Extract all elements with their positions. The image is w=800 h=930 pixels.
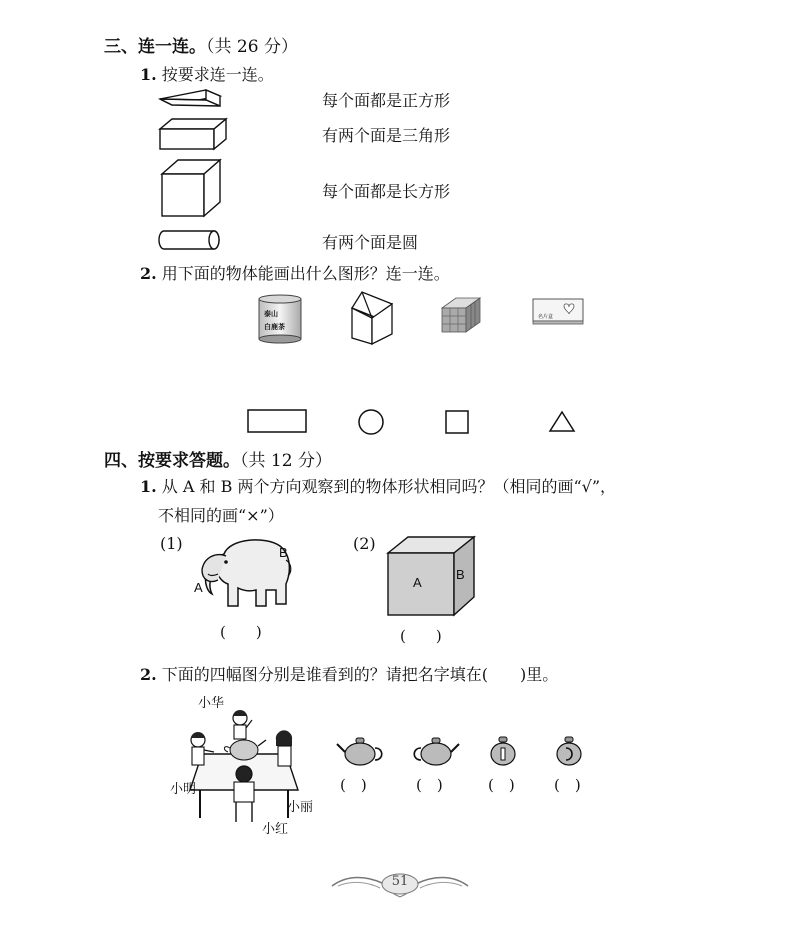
s4-q2-text: 下面的四幅图分别是谁看到的？请把名字填在( )里。: [161, 665, 559, 684]
section-4-q1: [140, 474, 616, 497]
q1-number: 1.: [140, 65, 157, 84]
section-3-q2: [140, 261, 450, 284]
s4-q2-number: 2.: [140, 665, 157, 684]
square-shape-icon: [444, 409, 470, 435]
teapot-view-1-icon: [336, 732, 386, 768]
section-3-title: 三、连一连。: [104, 37, 206, 57]
option-two-circles: 有两个面是圆: [322, 233, 419, 252]
rectangle-shape-icon: [246, 408, 308, 434]
section-3-heading: [104, 32, 298, 57]
q2-number: 2.: [140, 264, 157, 283]
name-left: 小明: [170, 782, 197, 797]
circle-shape-icon: [357, 408, 385, 436]
option-rectangle-faces: 每个面都是长方形: [322, 182, 451, 201]
teapot-view-3-icon: [486, 730, 520, 768]
name-bottom: 小红: [262, 822, 289, 837]
answer-paren-1[interactable]: ( ): [220, 623, 262, 641]
item-2-label: (2): [353, 534, 376, 553]
s4-q1-text-line1: 从 A 和 B 两个方向观察到的物体形状相同吗？（相同的画“√”，: [161, 477, 617, 496]
q2-text: 用下面的物体能画出什么图形？连一连。: [161, 264, 450, 283]
can-label-bottom: 白鹿茶: [264, 322, 285, 331]
section-3-q1: [140, 62, 274, 85]
card-box-icon: [532, 298, 584, 326]
section-4-points: （共 12 分）: [240, 451, 332, 471]
elephant-icon: [196, 530, 294, 612]
teapot-answer-2[interactable]: ( ): [416, 776, 443, 794]
tea-can-icon: [256, 294, 304, 344]
answer-paren-2[interactable]: ( ): [400, 627, 442, 645]
option-square-faces: 每个面都是正方形: [322, 91, 451, 110]
teapot-view-4-icon: [552, 730, 586, 768]
name-right: 小丽: [287, 800, 314, 815]
elephant-label-b: B: [279, 545, 288, 560]
teapot-answer-4[interactable]: ( ): [554, 776, 581, 794]
triangular-prism-icon: [158, 88, 228, 110]
teapot-view-2-icon: [410, 732, 460, 768]
section-4-q2: [140, 662, 558, 685]
name-top: 小华: [198, 696, 225, 711]
s4-q1-text-line2: 不相同的画“×”）: [158, 506, 284, 525]
teapot-answer-3[interactable]: ( ): [488, 776, 515, 794]
cuboid-icon: [158, 117, 230, 151]
prism-box-icon: [348, 290, 396, 346]
cube-label-b: B: [456, 567, 465, 582]
cube-icon: [160, 158, 224, 220]
card-box-label: 名片盒: [538, 314, 554, 320]
item-1-label: (1): [160, 534, 183, 553]
s4-q1-number: 1.: [140, 477, 157, 496]
rubiks-cube-icon: [438, 296, 484, 336]
triangle-shape-icon: [548, 410, 576, 434]
q1-text: 按要求连一连。: [161, 65, 274, 84]
cylinder-icon: [158, 229, 222, 251]
section-3-points: （共 26 分）: [206, 37, 298, 57]
section-4-title: 四、按要求答题。: [104, 451, 240, 471]
elephant-label-a: A: [194, 580, 203, 595]
can-label-top: 泰山: [264, 309, 278, 318]
teapot-answer-1[interactable]: ( ): [340, 776, 367, 794]
section-4-heading: [104, 446, 332, 471]
option-two-triangles: 有两个面是三角形: [322, 126, 451, 145]
page-number: 51: [391, 874, 409, 889]
cube-label-a: A: [413, 575, 422, 590]
